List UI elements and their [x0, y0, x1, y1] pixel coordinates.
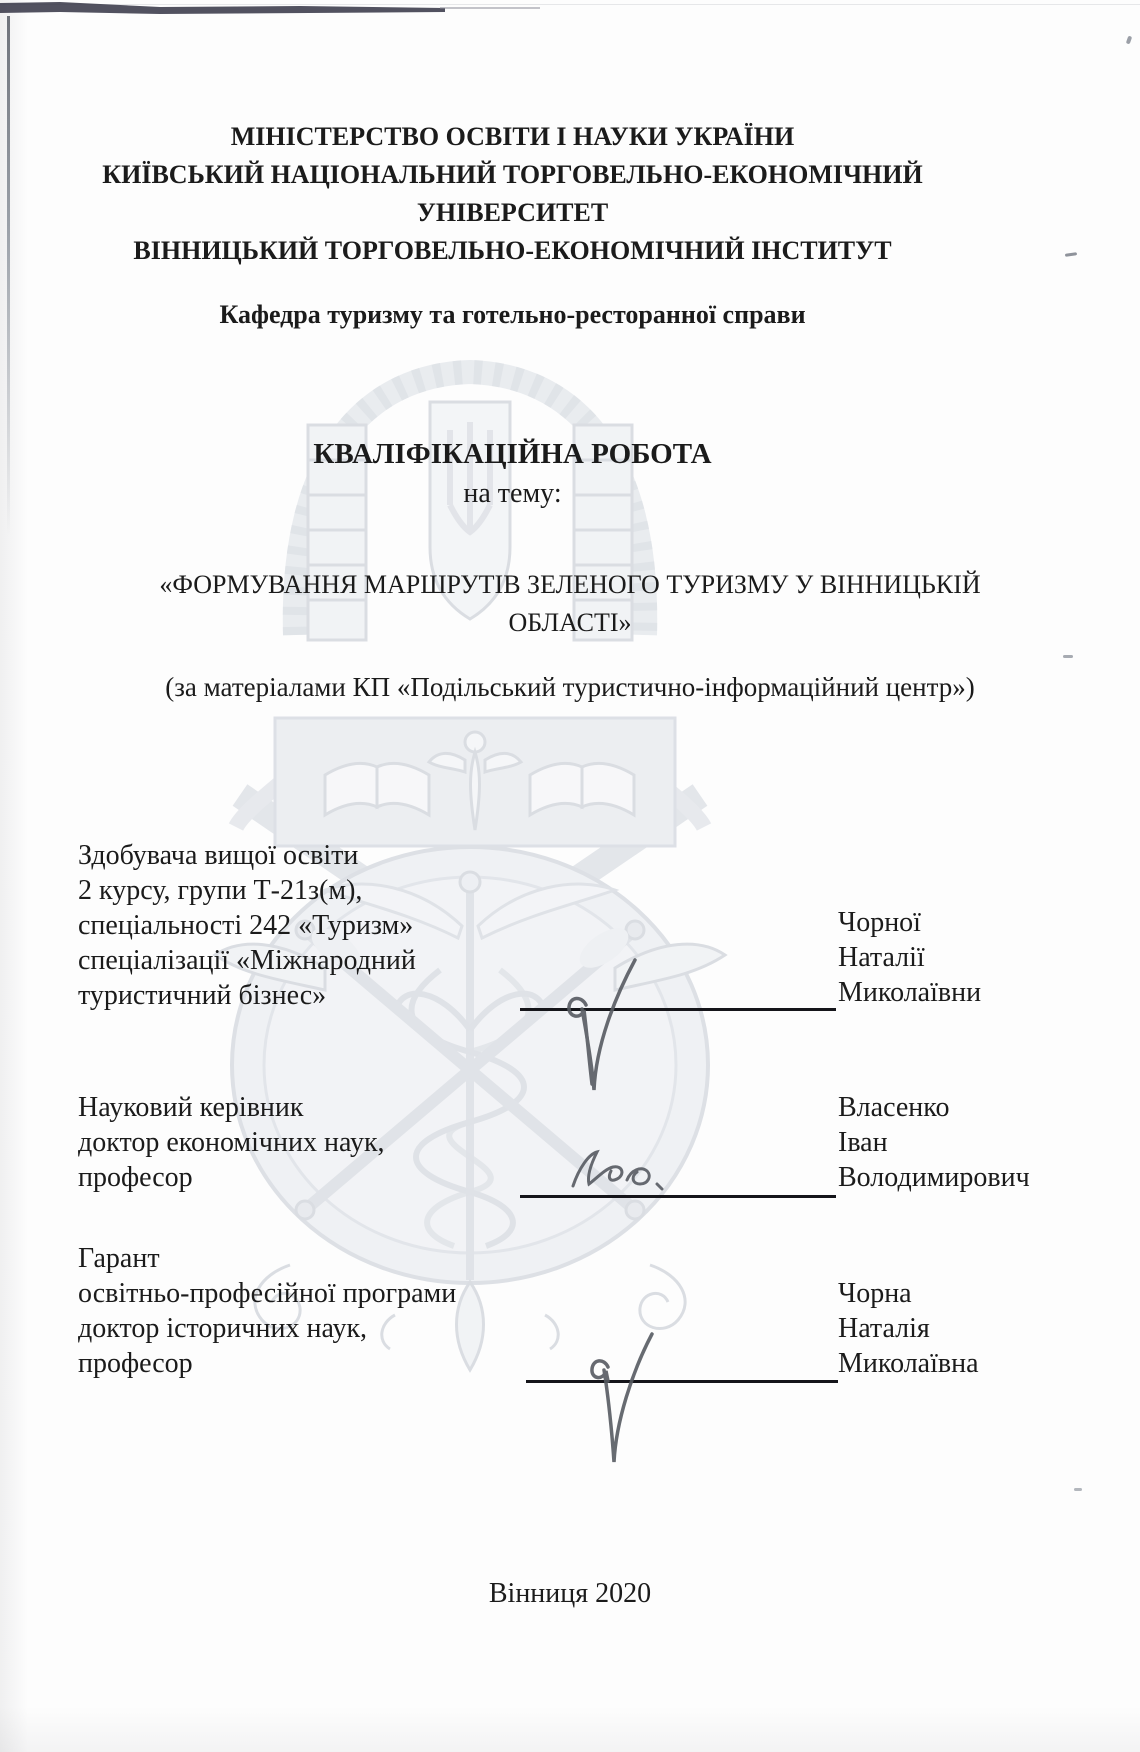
- guarantor-name-block: [838, 1276, 979, 1381]
- student-role-line: Здобувача вищої освіти: [78, 840, 359, 871]
- supervisor-signature-ink: [565, 1142, 735, 1202]
- supervisor-role-line: професор: [78, 1162, 193, 1193]
- guarantor-role-line: доктор історичних наук,: [78, 1313, 368, 1344]
- student-name-line: Миколаївни: [838, 977, 982, 1008]
- student-name-line: Чорної: [838, 907, 921, 938]
- student-role-line: спеціалізації «Міжнародний: [78, 945, 416, 976]
- scan-speck: [1065, 252, 1077, 257]
- guarantor-role-line: професор: [78, 1348, 193, 1379]
- ministry-university-header: [0, 118, 1025, 270]
- materials-note: (за матеріалами КП «Подільський туристично-інформаційний центр»): [165, 672, 975, 702]
- department-line: Кафедра туризму та готельно-ресторанної справи: [219, 300, 806, 329]
- guarantor-role-block: [78, 1241, 456, 1381]
- thesis-title: [80, 566, 1060, 642]
- supervisor-name-line: Іван: [838, 1127, 888, 1158]
- scan-speck: [1063, 655, 1073, 658]
- header-line: УНІВЕРСИТЕТ: [416, 198, 609, 227]
- student-role-line: спеціальності 242 «Туризм»: [78, 910, 414, 941]
- supervisor-name-block: [838, 1090, 1030, 1195]
- header-line: КИЇВСЬКИЙ НАЦІОНАЛЬНИЙ ТОРГОВЕЛЬНО-ЕКОНОМІЧНИЙ: [102, 160, 923, 189]
- thesis-title-line: «ФОРМУВАННЯ МАРШРУТІВ ЗЕЛЕНОГО ТУРИЗМУ У ВІННИЦЬКІЙ: [159, 570, 981, 599]
- student-role-line: 2 курсу, групи Т-21з(м),: [78, 875, 363, 906]
- city-year: Вінниця 2020: [488, 1578, 652, 1609]
- header-line: ВІННИЦЬКИЙ ТОРГОВЕЛЬНО-ЕКОНОМІЧНИЙ ІНСТИТУТ: [133, 236, 892, 265]
- scan-top-streak: [0, 0, 1140, 24]
- scan-speck: [1074, 1488, 1082, 1491]
- supervisor-role-line: доктор економічних наук,: [78, 1127, 385, 1158]
- thesis-title-line: ОБЛАСТІ»: [508, 608, 632, 637]
- topic-label: на тему:: [463, 478, 562, 509]
- guarantor-signature-ink: [520, 1322, 680, 1472]
- header-line: МІНІСТЕРСТВО ОСВІТИ І НАУКИ УКРАЇНИ: [230, 122, 795, 151]
- student-role-line: туристичний бізнес»: [78, 980, 327, 1011]
- student-name-line: Наталії: [838, 942, 925, 973]
- scan-bottom-shade: [0, 1706, 1140, 1752]
- scan-speck: [1126, 36, 1132, 45]
- guarantor-name-line: Миколаївна: [838, 1348, 979, 1379]
- supervisor-role-block: [78, 1090, 385, 1195]
- work-type-heading: КВАЛІФІКАЦІЙНА РОБОТА: [313, 438, 712, 470]
- supervisor-role-line: Науковий керівник: [78, 1092, 304, 1123]
- guarantor-role-line: освітньо-професійної програми: [78, 1278, 457, 1309]
- student-signature-ink: [540, 945, 660, 1105]
- guarantor-name-line: Наталія: [838, 1313, 930, 1344]
- supervisor-name-line: Володимирович: [838, 1162, 1030, 1193]
- student-name-block: [838, 905, 981, 1010]
- supervisor-name-line: Власенко: [838, 1092, 950, 1123]
- guarantor-name-line: Чорна: [838, 1278, 912, 1309]
- guarantor-role-line: Гарант: [78, 1243, 160, 1274]
- student-role-block: [78, 838, 416, 1013]
